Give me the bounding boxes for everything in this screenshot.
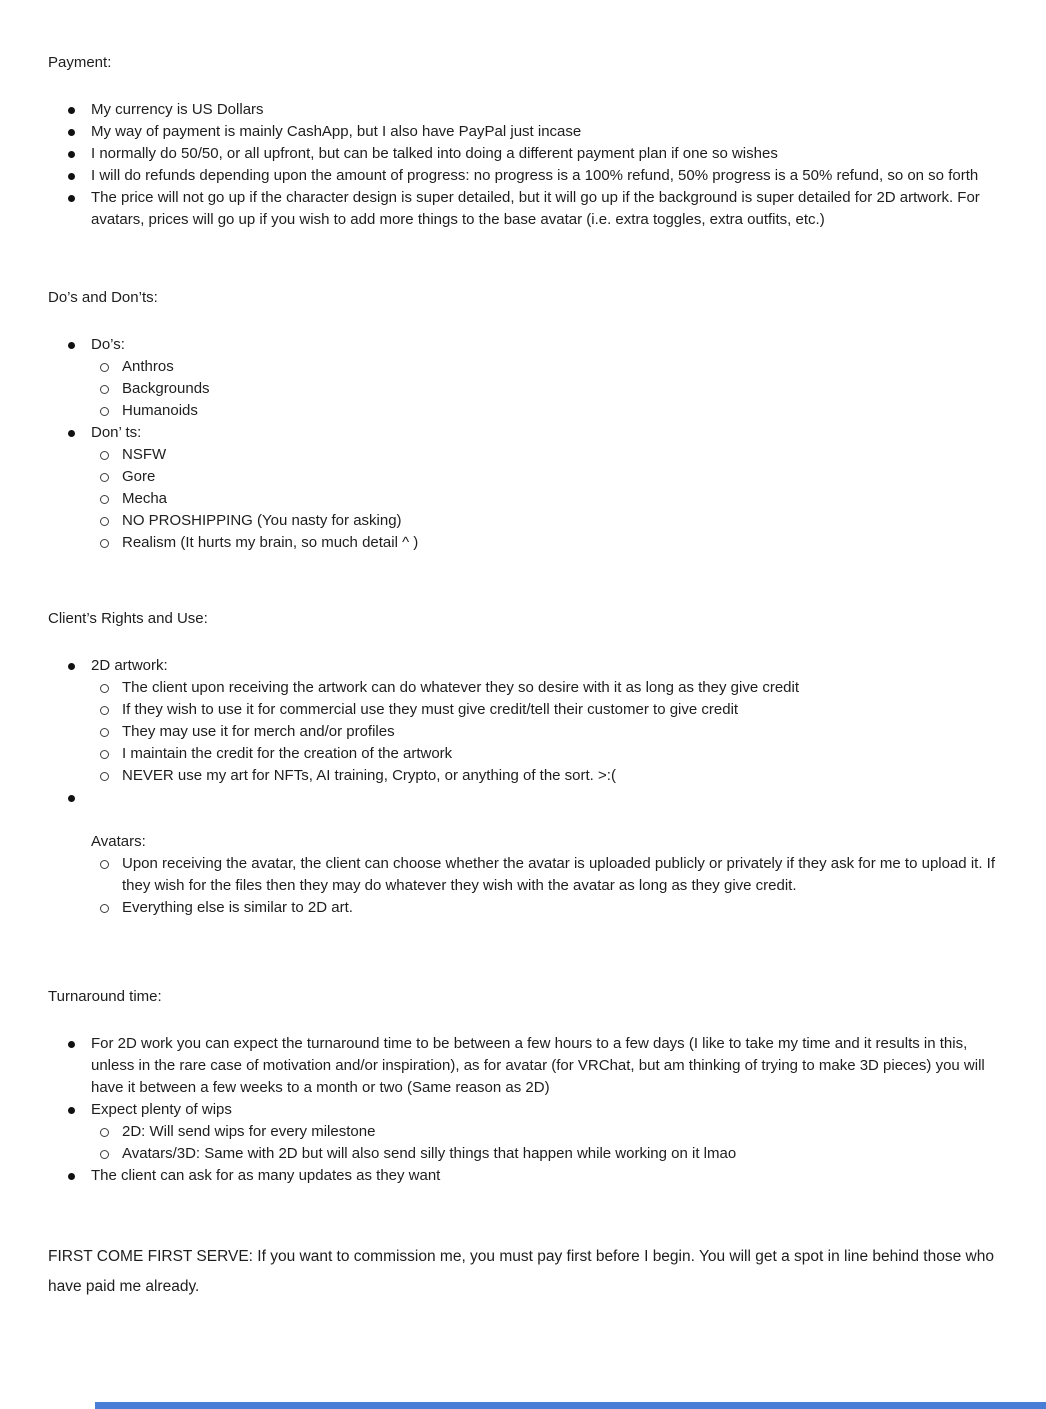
bullet-circle-icon [100, 750, 109, 759]
list-subitem [48, 356, 998, 378]
list-item [48, 143, 998, 165]
bullet-circle-icon [100, 1128, 109, 1137]
list-item-text: My currency is US Dollars [91, 101, 264, 118]
list-item-text: 2D artwork: [91, 657, 168, 674]
bullet-circle-icon [100, 706, 109, 715]
bullet-disc-icon [68, 151, 75, 158]
bullet-circle-icon [100, 451, 109, 460]
list-item-text: The client can ask for as many updates as they want [91, 1167, 441, 1184]
list-item-text: Don’ ts: [91, 424, 142, 441]
list-item-text: Anthros [122, 358, 174, 375]
list-subitem [48, 378, 998, 400]
list-item-text: NEVER use my art for NFTs, AI training, Crypto, or anything of the sort. >:( [122, 767, 616, 784]
list-subitem [48, 1121, 998, 1143]
bullet-disc-icon [68, 342, 75, 349]
bullet-circle-icon [100, 728, 109, 737]
payment-list [48, 99, 998, 231]
list-item-text: Expect plenty of wips [91, 1101, 232, 1118]
bullet-disc-icon [68, 663, 75, 670]
list-subitem [48, 853, 998, 897]
list-subitem [48, 488, 998, 510]
list-item-text: 2D: Will send wips for every milestone [122, 1123, 376, 1140]
heading-dos-donts: Do’s and Don’ts: [48, 289, 158, 306]
bullet-disc-icon [68, 430, 75, 437]
list-subitem [48, 466, 998, 488]
list-item-text: The client upon receiving the artwork can do whatever they so desire with it as long as they give credit [122, 679, 800, 696]
bullet-circle-icon [100, 860, 109, 869]
list-item [48, 121, 998, 143]
list-subitem [48, 897, 998, 919]
bullet-disc-icon [68, 1041, 75, 1048]
bullet-circle-icon [100, 385, 109, 394]
list-item [48, 655, 998, 677]
list-item [48, 1033, 998, 1099]
list-item-empty [48, 787, 998, 809]
bullet-circle-icon [100, 684, 109, 693]
list-item-text: NSFW [122, 446, 167, 463]
list-item [48, 1165, 998, 1187]
list-item-text: Humanoids [122, 402, 198, 419]
list-item-text: NO PROSHIPPING (You nasty for asking) [122, 512, 402, 529]
bullet-circle-icon [100, 517, 109, 526]
list-item-text: Avatars/3D: Same with 2D but will also send silly things that happen while working on it lmao [122, 1145, 737, 1162]
list-item [48, 334, 998, 356]
bullet-circle-icon [100, 407, 109, 416]
bullet-disc-icon [68, 795, 75, 802]
bullet-circle-icon [100, 363, 109, 372]
list-item-text: Everything else is similar to 2D art. [122, 899, 353, 916]
list-item-text: For 2D work you can expect the turnaround time to be between a few hours to a few days (I like to take my time and it results in this, unless in the rare case of motivation and/or inspiration), as for avatar (for VRChat, but am thinking of trying to make 3D pieces) you will have it between a few weeks to a month or two (Same reason as 2D) [91, 1035, 985, 1096]
list-subitem [48, 743, 998, 765]
bullet-circle-icon [100, 473, 109, 482]
turnaround-list [48, 1033, 998, 1187]
list-item-text: If they wish to use it for commercial use they must give credit/tell their customer to give credit [122, 701, 739, 718]
list-item-text: Upon receiving the avatar, the client can choose whether the avatar is uploaded publicly or privately if they ask for me to upload it. If they wish for the files then they may do whatever they wish with the avatar as long as they give credit. [122, 855, 995, 894]
cropped-bottom-element [95, 1402, 1046, 1409]
list-item-text: The price will not go up if the character design is super detailed, but it will go up if the background is super detailed for 2D artwork. For avatars, prices will go up if you wish to add more things to the base avatar (i.e. extra toggles, extra outfits, etc.) [91, 189, 980, 228]
list-subitem [48, 721, 998, 743]
bullet-disc-icon [68, 129, 75, 136]
list-item [48, 165, 998, 187]
bullet-circle-icon [100, 539, 109, 548]
heading-client-rights: Client’s Rights and Use: [48, 610, 208, 627]
section-turnaround [48, 986, 998, 1187]
closing-paragraph: FIRST COME FIRST SERVE: If you want to commission me, you must pay first before I begin. You will get a spot in line behind those who have paid me already. [48, 1248, 994, 1295]
heading-turnaround: Turnaround time: [48, 988, 162, 1005]
section-dos-donts [48, 287, 998, 554]
bullet-circle-icon [100, 904, 109, 913]
list-item [48, 422, 998, 444]
list-item [48, 187, 998, 231]
section-client-rights [48, 608, 998, 919]
list-item-text: Mecha [122, 490, 168, 507]
list-subitem [48, 677, 998, 699]
list-item-text: Backgrounds [122, 380, 210, 397]
list-item-text: I normally do 50/50, or all upfront, but can be talked into doing a different payment plan if one so wishes [91, 145, 778, 162]
bullet-disc-icon [68, 195, 75, 202]
client-rights-list [48, 655, 998, 919]
list-subitem [48, 444, 998, 466]
list-subitem [48, 532, 998, 554]
list-item-text: Do’s: [91, 336, 125, 353]
bullet-disc-icon [68, 107, 75, 114]
list-item-text: Gore [122, 468, 156, 485]
list-item-text: Realism (It hurts my brain, so much detail ^ ) [122, 534, 419, 551]
bullet-disc-icon [68, 1173, 75, 1180]
list-item-text: I will do refunds depending upon the amount of progress: no progress is a 100% refund, 50% progress is a 50% refund, so on so forth [91, 167, 979, 184]
list-subitem [48, 765, 998, 787]
list-item-text: I maintain the credit for the creation of the artwork [122, 745, 453, 762]
list-subitem [48, 510, 998, 532]
bullet-disc-icon [68, 173, 75, 180]
dos-donts-list [48, 334, 998, 554]
list-subitem [48, 699, 998, 721]
list-item-text: They may use it for merch and/or profiles [122, 723, 395, 740]
list-item [48, 99, 998, 121]
heading-payment: Payment: [48, 54, 112, 71]
list-subitem [48, 1143, 998, 1165]
bullet-circle-icon [100, 495, 109, 504]
list-item-text: My way of payment is mainly CashApp, but I also have PayPal just incase [91, 123, 582, 140]
list-item [48, 1099, 998, 1121]
list-item-continuation: Avatars: [91, 833, 146, 850]
list-subitem [48, 400, 998, 422]
bullet-disc-icon [68, 1107, 75, 1114]
bullet-circle-icon [100, 1150, 109, 1159]
section-payment [48, 52, 998, 231]
bullet-circle-icon [100, 772, 109, 781]
